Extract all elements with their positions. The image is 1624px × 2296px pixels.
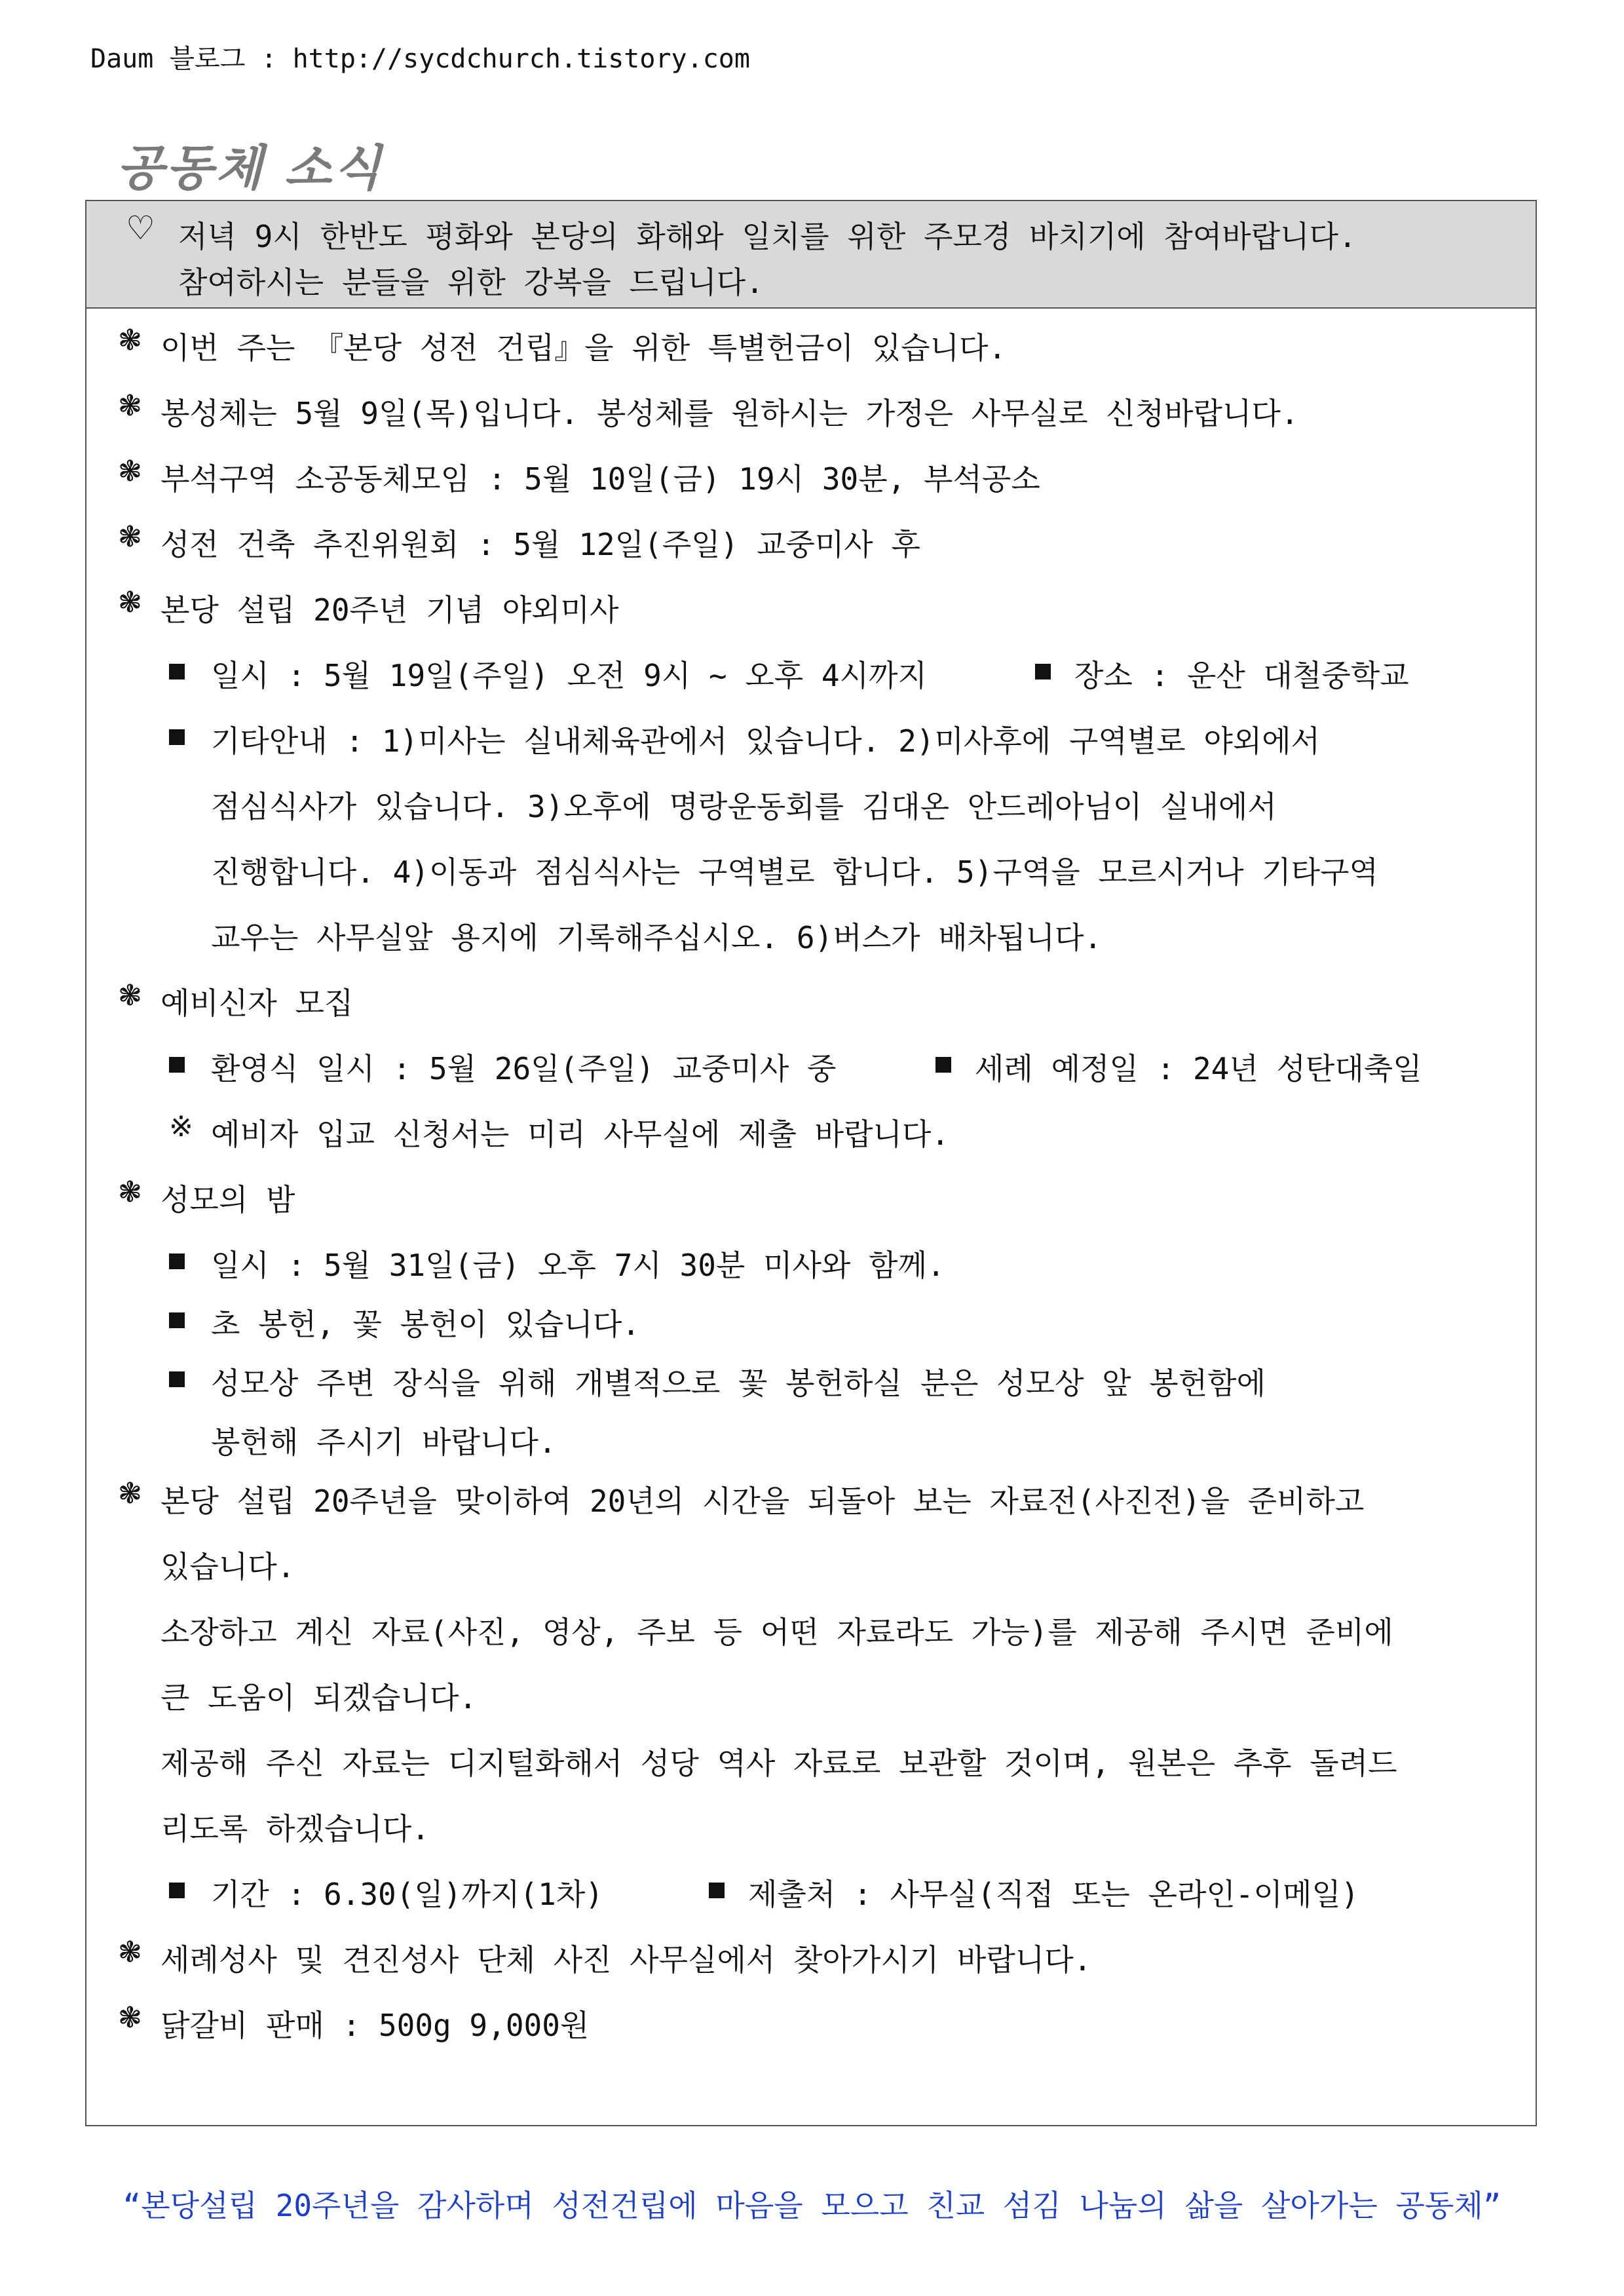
flower-bullet-icon: ❃ bbox=[118, 586, 142, 619]
catechumen-baptism: 세례 예정일 : 24년 성탄대축일 bbox=[975, 1051, 1422, 1086]
flower-bullet-icon: ❃ bbox=[118, 324, 142, 357]
catechumen-welcome: 환영식 일시 : 5월 26일(주일) 교중미사 중 bbox=[211, 1051, 837, 1086]
flower-bullet-icon: ❃ bbox=[118, 1936, 142, 1969]
item-anniversary-mass: 본당 설립 20주년 기념 야외미사 bbox=[161, 592, 619, 628]
square-bullet-icon bbox=[709, 1883, 725, 1898]
archive-2: 있습니다. bbox=[161, 1549, 295, 1584]
heart-icon: ♡ bbox=[126, 209, 155, 247]
catechumen-note: 예비자 입교 신청서는 미리 사무실에 제출 바랍니다. bbox=[211, 1117, 950, 1152]
item-galbi: 닭갈비 판매 : 500g 9,000원 bbox=[161, 2008, 590, 2043]
square-bullet-icon bbox=[935, 1057, 951, 1073]
archive-3: 소장하고 계신 자료(사진, 영상, 주보 등 어떤 자료라도 가능)를 제공해 주시면 준비에 bbox=[161, 1615, 1393, 1650]
item-special-offering: 이번 주는 『본당 성전 건립』을 위한 특별헌금이 있습니다. bbox=[161, 330, 1007, 366]
flower-bullet-icon: ❃ bbox=[118, 389, 142, 423]
banner-line-2: 참여하시는 분들을 위한 강복을 드립니다. bbox=[178, 265, 764, 300]
archive-1: 본당 설립 20주년을 맞이하여 20년의 시간을 되돌아 보는 자료전(사진전)을 준비하고 bbox=[161, 1483, 1365, 1519]
archive-submit: 제출처 : 사무실(직접 또는 온라인-이메일) bbox=[748, 1877, 1359, 1912]
item-buseok: 부석구역 소공동체모임 : 5월 10일(금) 19시 30분, 부석공소 bbox=[161, 461, 1040, 497]
header-url: Daum 블로그 : http://sycdchurch.tistory.com bbox=[90, 44, 750, 74]
reference-mark-icon: ※ bbox=[169, 1110, 193, 1143]
flower-bullet-icon: ❃ bbox=[118, 1176, 142, 1209]
anniv-etc-1: 기타안내 : 1)미사는 실내체육관에서 있습니다. 2)미사후에 구역별로 야외에서 bbox=[211, 723, 1321, 759]
flower-bullet-icon: ❃ bbox=[118, 1477, 142, 1510]
anniv-etc-4: 교우는 사무실앞 용지에 기록해주십시오. 6)버스가 배차됩니다. bbox=[211, 920, 1103, 955]
mary-offering: 초 봉헌, 꽃 봉헌이 있습니다. bbox=[211, 1307, 640, 1342]
square-bullet-icon bbox=[169, 1883, 185, 1898]
banner-line-1: 저녁 9시 한반도 평화와 본당의 화해와 일치를 위한 주모경 바치기에 참여바랍니다. bbox=[178, 219, 1357, 254]
flower-bullet-icon: ❃ bbox=[118, 979, 142, 1012]
square-bullet-icon bbox=[1035, 664, 1051, 679]
mary-date: 일시 : 5월 31일(금) 오후 7시 30분 미사와 함께. bbox=[211, 1248, 945, 1283]
archive-period: 기간 : 6.30(일)까지(1차) bbox=[211, 1877, 603, 1912]
square-bullet-icon bbox=[169, 1253, 185, 1269]
anniv-date: 일시 : 5월 19일(주일) 오전 9시 ~ 오후 4시까지 bbox=[211, 658, 927, 693]
item-communion: 봉성체는 5월 9일(목)입니다. 봉성체를 원하시는 가정은 사무실로 신청바랍니다. bbox=[161, 396, 1299, 431]
item-photos: 세례성사 및 견진성사 단체 사진 사무실에서 찾아가시기 바랍니다. bbox=[161, 1942, 1092, 1978]
item-committee: 성전 건축 추진위원회 : 5월 12일(주일) 교중미사 후 bbox=[161, 527, 920, 562]
square-bullet-icon bbox=[169, 729, 185, 745]
flower-bullet-icon: ❃ bbox=[118, 520, 142, 554]
archive-4: 큰 도움이 되겠습니다. bbox=[161, 1680, 478, 1715]
footer-motto: “본당설립 20주년을 감사하며 성전건립에 마음을 모으고 친교 섬김 나눔의 삶을 살아가는 공동체” bbox=[123, 2188, 1501, 2223]
section-title: 공동체 소식 bbox=[117, 140, 384, 197]
archive-5: 제공해 주신 자료는 디지털화해서 성당 역사 자료로 보관할 것이며, 원본은 추후 돌려드 bbox=[161, 1746, 1397, 1781]
anniv-place: 장소 : 운산 대철중학교 bbox=[1074, 658, 1409, 693]
archive-6: 리도록 하겠습니다. bbox=[161, 1811, 430, 1846]
item-catechumen: 예비신자 모집 bbox=[161, 985, 354, 1021]
flower-bullet-icon: ❃ bbox=[118, 2001, 142, 2035]
anniv-etc-3: 진행합니다. 4)이동과 점심식사는 구역별로 합니다. 5)구역을 모르시거나 기타구역 bbox=[211, 854, 1378, 890]
square-bullet-icon bbox=[169, 1057, 185, 1073]
mary-flowers-2: 봉헌해 주시기 바랍니다. bbox=[211, 1425, 557, 1460]
prayer-banner bbox=[86, 201, 1536, 309]
square-bullet-icon bbox=[169, 1312, 185, 1328]
square-bullet-icon bbox=[169, 1371, 185, 1387]
mary-flowers-1: 성모상 주변 장식을 위해 개별적으로 꽃 봉헌하실 분은 성모상 앞 봉헌함에 bbox=[211, 1366, 1266, 1401]
flower-bullet-icon: ❃ bbox=[118, 455, 142, 488]
item-mary-night: 성모의 밤 bbox=[161, 1182, 295, 1217]
anniv-etc-2: 점심식사가 있습니다. 3)오후에 명랑운동회를 김대온 안드레아님이 실내에서 bbox=[211, 789, 1277, 824]
square-bullet-icon bbox=[169, 664, 185, 679]
